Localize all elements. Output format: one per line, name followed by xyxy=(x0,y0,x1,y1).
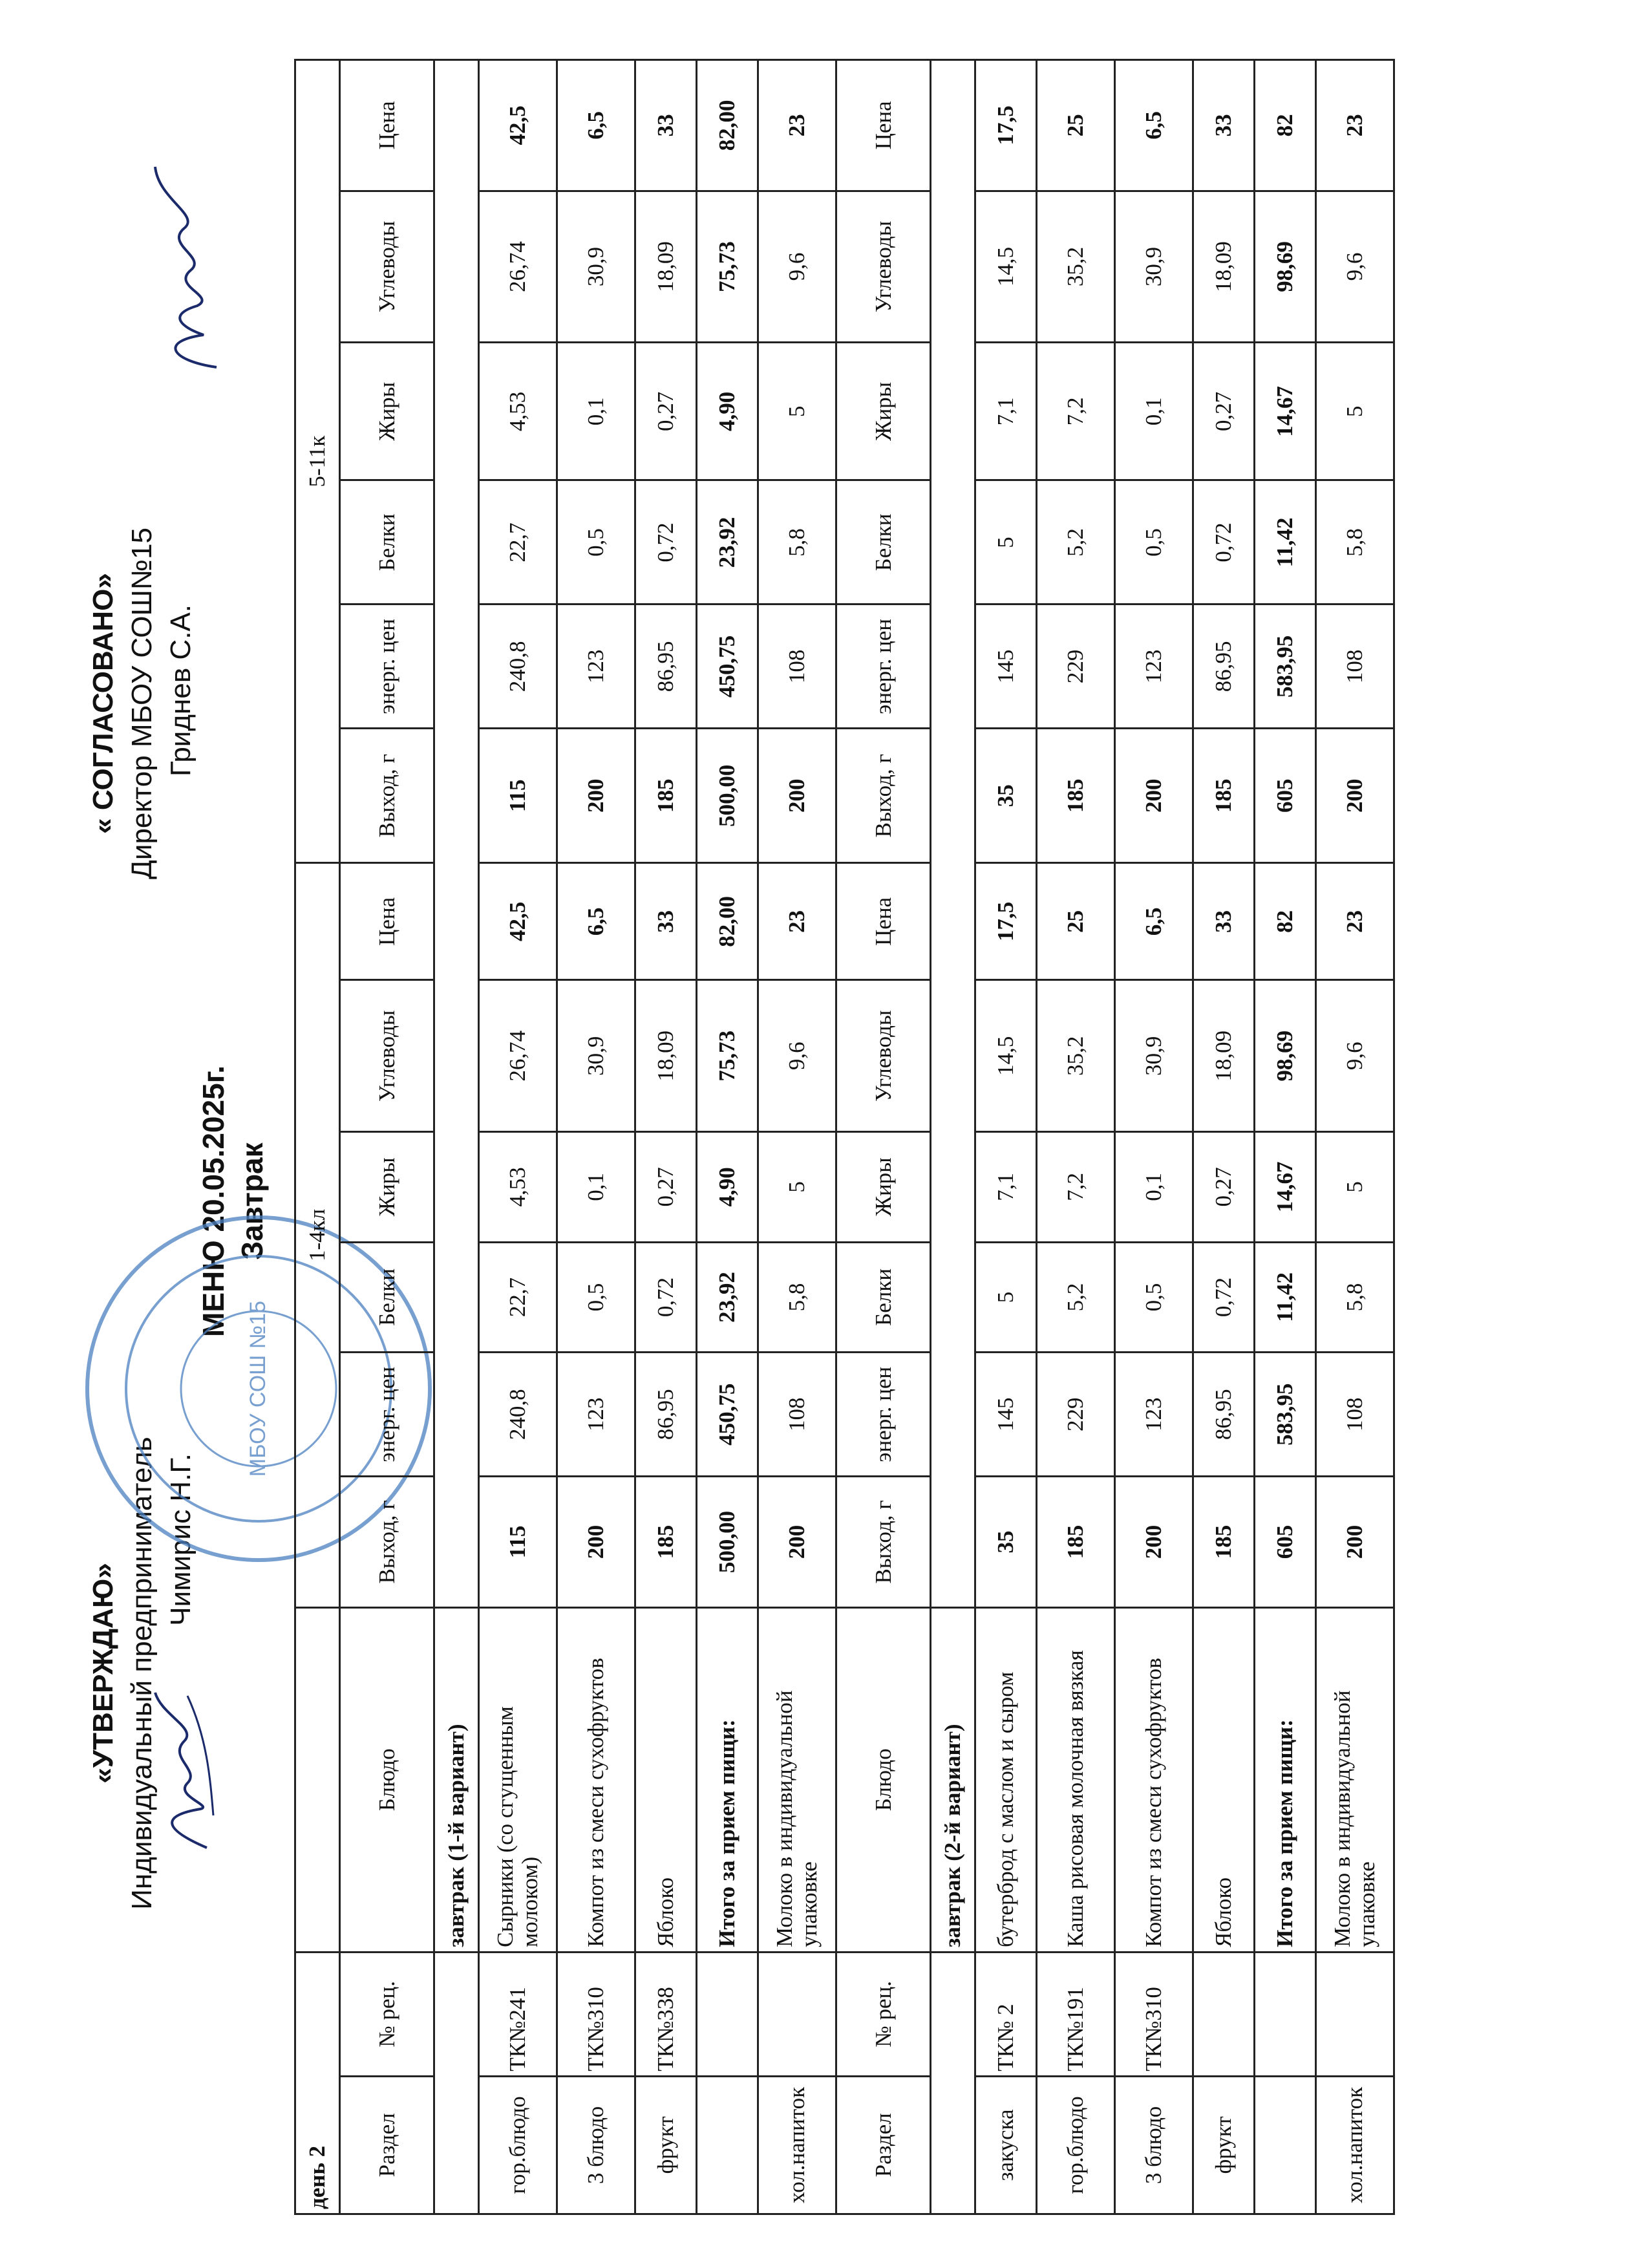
dish-row xyxy=(1037,60,1115,2214)
table-cell: 14,67 xyxy=(1255,1132,1316,1243)
table-cell: 5 xyxy=(758,343,836,480)
table-cell: 23 xyxy=(1316,863,1394,980)
table-cell: 5 xyxy=(758,1132,836,1243)
table-cell: 3 блюдо xyxy=(1115,2076,1193,2214)
table-cell: 86,95 xyxy=(1193,1353,1255,1477)
table-cell: 7,2 xyxy=(1037,343,1115,480)
table-cell: 145 xyxy=(975,604,1037,729)
section-row xyxy=(434,60,479,2214)
stamp-text: МБОУ СОШ №15 xyxy=(246,1300,270,1477)
table-cell: 123 xyxy=(557,604,635,729)
section-title: завтрак (2-й вариант) xyxy=(931,1607,975,1952)
table-cell: 17,5 xyxy=(975,863,1037,980)
column-header: № рец. xyxy=(340,1952,434,2076)
table-cell: ТК№338 xyxy=(635,1952,697,2076)
table-cell xyxy=(697,2076,758,2214)
column-header: энерг. цен xyxy=(836,1353,931,1477)
table-cell: 5 xyxy=(975,480,1037,604)
dish-name: Каша рисовая молочная вязкая xyxy=(1037,1607,1115,1952)
section-title: завтрак (1-й вариант) xyxy=(434,1607,479,1952)
table-cell: 25 xyxy=(1037,863,1115,980)
table-cell: 9,6 xyxy=(758,980,836,1132)
table-cell: ТК№ 2 xyxy=(975,1952,1037,2076)
table-cell: 23 xyxy=(758,863,836,980)
dish-name: Компот из смеси сухофруктов xyxy=(1115,1607,1193,1952)
table-cell: 14,67 xyxy=(1255,343,1316,480)
table-cell: 5 xyxy=(1316,1132,1394,1243)
table-cell xyxy=(758,1952,836,2076)
table-cell: ТК№241 xyxy=(479,1952,557,2076)
column-header: Углеводы xyxy=(836,191,931,343)
column-header: Белки xyxy=(836,1242,931,1353)
table-cell: 0,5 xyxy=(1115,480,1193,604)
table-cell: 4,90 xyxy=(697,343,758,480)
table-cell: ТК№310 xyxy=(1115,1952,1193,2076)
dish-row xyxy=(635,60,697,2214)
dish-row xyxy=(479,60,557,2214)
table-cell: 6,5 xyxy=(557,863,635,980)
column-header: Выход, г xyxy=(836,729,931,863)
column-header: энерг. цен xyxy=(340,1353,434,1477)
table-cell: 30,9 xyxy=(1115,980,1193,1132)
column-header: Жиры xyxy=(836,343,931,480)
table-cell: 30,9 xyxy=(1115,191,1193,343)
empty-cell xyxy=(295,1607,340,1952)
table-cell: 108 xyxy=(758,604,836,729)
table-cell: 5,8 xyxy=(1316,1242,1394,1353)
table-cell: 26,74 xyxy=(479,191,557,343)
column-header-row xyxy=(836,60,931,2214)
table-cell: 5 xyxy=(1316,343,1394,480)
table-cell: 185 xyxy=(1037,1477,1115,1608)
table-cell: 26,74 xyxy=(479,980,557,1132)
table-cell: 0,5 xyxy=(1115,1242,1193,1353)
column-header: Белки xyxy=(340,1242,434,1353)
column-header: Белки xyxy=(340,480,434,604)
table-cell: 185 xyxy=(635,1477,697,1608)
table-cell: 23 xyxy=(758,60,836,191)
table-cell: 500,00 xyxy=(697,1477,758,1608)
approve-heading: «УТВЕРЖДАЮ» xyxy=(87,1563,119,1784)
table-cell: 123 xyxy=(1115,1353,1193,1477)
day-label: день 2 xyxy=(295,1952,340,2214)
signature-right xyxy=(145,160,236,374)
table-cell: 42,5 xyxy=(479,60,557,191)
table-cell: 0,27 xyxy=(635,343,697,480)
table-cell: фрукт xyxy=(1193,2076,1255,2214)
dish-row xyxy=(975,60,1037,2214)
column-header: Углеводы xyxy=(340,191,434,343)
table-cell: 75,73 xyxy=(697,191,758,343)
column-header: Жиры xyxy=(340,1132,434,1243)
table-cell: 23,92 xyxy=(697,480,758,604)
table-cell: 200 xyxy=(557,729,635,863)
table-cell: 22,7 xyxy=(479,1242,557,1353)
column-header-row xyxy=(340,60,434,2214)
table-cell: 82,00 xyxy=(697,863,758,980)
table-cell: 42,5 xyxy=(479,863,557,980)
table-cell xyxy=(1255,1952,1316,2076)
table-cell: 185 xyxy=(1193,729,1255,863)
table-cell: гор.блюдо xyxy=(479,2076,557,2214)
table-cell: 30,9 xyxy=(557,980,635,1132)
column-header: Углеводы xyxy=(836,980,931,1132)
dish-name: Молоко в индивидуальной упаковке xyxy=(1316,1607,1394,1952)
column-header: Цена xyxy=(340,60,434,191)
drink-row xyxy=(1316,60,1394,2214)
table-cell: 185 xyxy=(635,729,697,863)
dish-row xyxy=(1115,60,1193,2214)
table-cell: 108 xyxy=(758,1353,836,1477)
dish-name: Итого за прием пищи: xyxy=(697,1607,758,1952)
table-cell: 11,42 xyxy=(1255,480,1316,604)
meal-subtitle: Завтрак xyxy=(235,1142,269,1260)
dish-name: Яблоко xyxy=(1193,1607,1255,1952)
table-cell: 0,1 xyxy=(1115,343,1193,480)
approve-position: Индивидуальный предприниматель xyxy=(126,1437,158,1910)
table-cell: 229 xyxy=(1037,1353,1115,1477)
table-cell: 0,1 xyxy=(557,343,635,480)
table-cell: 18,09 xyxy=(1193,191,1255,343)
section-row xyxy=(931,60,975,2214)
table-cell: 0,72 xyxy=(1193,480,1255,604)
page-title: МЕНЮ 20.05.2025г. xyxy=(197,1065,230,1337)
table-cell xyxy=(1193,1952,1255,2076)
dish-name: бутерброд с маслом и сыром xyxy=(975,1607,1037,1952)
table-cell: 200 xyxy=(758,729,836,863)
table-cell: 200 xyxy=(758,1477,836,1608)
menu-table xyxy=(294,59,1395,2215)
table-cell: 98,69 xyxy=(1255,191,1316,343)
table-cell: 23 xyxy=(1316,60,1394,191)
table-cell: 5,2 xyxy=(1037,480,1115,604)
total-row xyxy=(697,60,758,2214)
table-cell: 0,1 xyxy=(1115,1132,1193,1243)
table-cell: 583,95 xyxy=(1255,1353,1316,1477)
table-cell xyxy=(1255,2076,1316,2214)
column-header: Жиры xyxy=(836,1132,931,1243)
column-header: Цена xyxy=(340,863,434,980)
table-cell: 200 xyxy=(1115,729,1193,863)
table-cell: 33 xyxy=(635,60,697,191)
column-header: Раздел xyxy=(340,2076,434,2214)
table-cell: 5,8 xyxy=(1316,480,1394,604)
empty-cell xyxy=(434,60,479,1608)
table-cell: ТК№310 xyxy=(557,1952,635,2076)
empty-cell xyxy=(434,1952,479,2214)
table-cell: хол.напиток xyxy=(758,2076,836,2214)
table-cell: 450,75 xyxy=(697,604,758,729)
table-cell: ТК№191 xyxy=(1037,1952,1115,2076)
table-cell: 9,6 xyxy=(758,191,836,343)
table-cell: 35,2 xyxy=(1037,980,1115,1132)
table-cell: 0,1 xyxy=(557,1132,635,1243)
table-cell: 0,27 xyxy=(1193,343,1255,480)
table-cell: 0,27 xyxy=(1193,1132,1255,1243)
table-cell: 33 xyxy=(1193,60,1255,191)
table-cell: 75,73 xyxy=(697,980,758,1132)
table-cell: 123 xyxy=(1115,604,1193,729)
table-cell: 18,09 xyxy=(1193,980,1255,1132)
table-cell: 5,2 xyxy=(1037,1242,1115,1353)
table-cell: 145 xyxy=(975,1353,1037,1477)
table-cell: 200 xyxy=(1115,1477,1193,1608)
table-cell: 7,1 xyxy=(975,1132,1037,1243)
table-cell: 30,9 xyxy=(557,191,635,343)
table-cell: 0,72 xyxy=(635,480,697,604)
table-cell: 229 xyxy=(1037,604,1115,729)
table-cell: 35 xyxy=(975,729,1037,863)
table-cell: 6,5 xyxy=(1115,863,1193,980)
column-header: Выход, г xyxy=(836,1477,931,1608)
dish-row xyxy=(1193,60,1255,2214)
table-cell: 0,72 xyxy=(635,1242,697,1353)
column-header: Жиры xyxy=(340,343,434,480)
table-cell: 583,95 xyxy=(1255,604,1316,729)
table-cell: 185 xyxy=(1193,1477,1255,1608)
table-cell: 22,7 xyxy=(479,480,557,604)
column-header: Цена xyxy=(836,863,931,980)
table-cell: 450,75 xyxy=(697,1353,758,1477)
agree-position: Директор МБОУ СОШ№15 xyxy=(126,528,158,879)
table-cell: 25 xyxy=(1037,60,1115,191)
table-cell: 82 xyxy=(1255,60,1316,191)
table-cell: 605 xyxy=(1255,1477,1316,1608)
table-cell: 18,09 xyxy=(635,980,697,1132)
table-cell: закуска xyxy=(975,2076,1037,2214)
table-cell: 4,53 xyxy=(479,1132,557,1243)
drink-row xyxy=(758,60,836,2214)
table-cell: 86,95 xyxy=(1193,604,1255,729)
table-cell: 4,53 xyxy=(479,343,557,480)
table-cell: 115 xyxy=(479,729,557,863)
group-header-row xyxy=(295,60,340,2214)
table-cell: 6,5 xyxy=(557,60,635,191)
table-cell: 0,5 xyxy=(557,480,635,604)
table-cell: 605 xyxy=(1255,729,1316,863)
table-cell: 108 xyxy=(1316,604,1394,729)
table-cell: 6,5 xyxy=(1115,60,1193,191)
column-header: Блюдо xyxy=(340,1607,434,1952)
table-cell: 82 xyxy=(1255,863,1316,980)
dish-name: Компот из смеси сухофруктов xyxy=(557,1607,635,1952)
table-cell: 123 xyxy=(557,1353,635,1477)
column-header: Раздел xyxy=(836,2076,931,2214)
column-header: Выход, г xyxy=(340,1477,434,1608)
table-cell: 86,95 xyxy=(635,1353,697,1477)
approve-signer: Чимирис Н.Г. xyxy=(165,1453,197,1626)
table-cell: 82,00 xyxy=(697,60,758,191)
table-cell xyxy=(1316,1952,1394,2076)
table-cell: 9,6 xyxy=(1316,980,1394,1132)
table-cell: 17,5 xyxy=(975,60,1037,191)
dish-name: Итого за прием пищи: xyxy=(1255,1607,1316,1952)
table-cell: 14,5 xyxy=(975,980,1037,1132)
dish-name: Молоко в индивидуальной упаковке xyxy=(758,1607,836,1952)
table-cell: хол.напиток xyxy=(1316,2076,1394,2214)
signature-left xyxy=(149,1686,226,1854)
column-header: № рец. xyxy=(836,1952,931,2076)
table-cell: 33 xyxy=(1193,863,1255,980)
dish-name: Сырники (со сгущенным молоком) xyxy=(479,1607,557,1952)
table-cell: 200 xyxy=(1316,1477,1394,1608)
total-row xyxy=(1255,60,1316,2214)
agree-heading: « СОГЛАСОВАНО» xyxy=(87,573,119,834)
column-header: Выход, г xyxy=(340,729,434,863)
table-cell: 33 xyxy=(635,863,697,980)
agree-signer: Гриднев С.А. xyxy=(165,604,197,777)
column-header: энерг. цен xyxy=(836,604,931,729)
table-cell xyxy=(697,1952,758,2076)
table-cell: 23,92 xyxy=(697,1242,758,1353)
column-header: энерг. цен xyxy=(340,604,434,729)
table-cell: 0,27 xyxy=(635,1132,697,1243)
table-cell: 240,8 xyxy=(479,604,557,729)
column-header: Углеводы xyxy=(340,980,434,1132)
table-cell: 5,8 xyxy=(758,1242,836,1353)
table-cell: 5,8 xyxy=(758,480,836,604)
table-cell: 5 xyxy=(975,1242,1037,1353)
group-label-5-11: 5-11к xyxy=(295,60,340,863)
table-cell: 14,5 xyxy=(975,191,1037,343)
table-cell: 115 xyxy=(479,1477,557,1608)
table-cell: 0,72 xyxy=(1193,1242,1255,1353)
column-header: Цена xyxy=(836,60,931,191)
dish-name: Яблоко xyxy=(635,1607,697,1952)
table-cell: 4,90 xyxy=(697,1132,758,1243)
table-cell: 7,2 xyxy=(1037,1132,1115,1243)
table-cell: 0,5 xyxy=(557,1242,635,1353)
empty-cell xyxy=(931,60,975,1608)
agreement-block xyxy=(84,348,200,1059)
table-cell: 11,42 xyxy=(1255,1242,1316,1353)
table-cell: фрукт xyxy=(635,2076,697,2214)
table-cell: 240,8 xyxy=(479,1353,557,1477)
table-cell: 98,69 xyxy=(1255,980,1316,1132)
dish-row xyxy=(557,60,635,2214)
table-cell: 18,09 xyxy=(635,191,697,343)
table-cell: 500,00 xyxy=(697,729,758,863)
table-cell: 9,6 xyxy=(1316,191,1394,343)
column-header: Белки xyxy=(836,480,931,604)
table-cell: 200 xyxy=(1316,729,1394,863)
table-cell: 3 блюдо xyxy=(557,2076,635,2214)
table-cell: 185 xyxy=(1037,729,1115,863)
table-cell: 108 xyxy=(1316,1353,1394,1477)
table-cell: 200 xyxy=(557,1477,635,1608)
table-cell: 7,1 xyxy=(975,343,1037,480)
table-cell: 86,95 xyxy=(635,604,697,729)
group-label-1-4: 1-4кл xyxy=(295,863,340,1608)
table-cell: гор.блюдо xyxy=(1037,2076,1115,2214)
column-header: Блюдо xyxy=(836,1607,931,1952)
table-cell: 35,2 xyxy=(1037,191,1115,343)
empty-cell xyxy=(931,1952,975,2214)
table-cell: 35 xyxy=(975,1477,1037,1608)
